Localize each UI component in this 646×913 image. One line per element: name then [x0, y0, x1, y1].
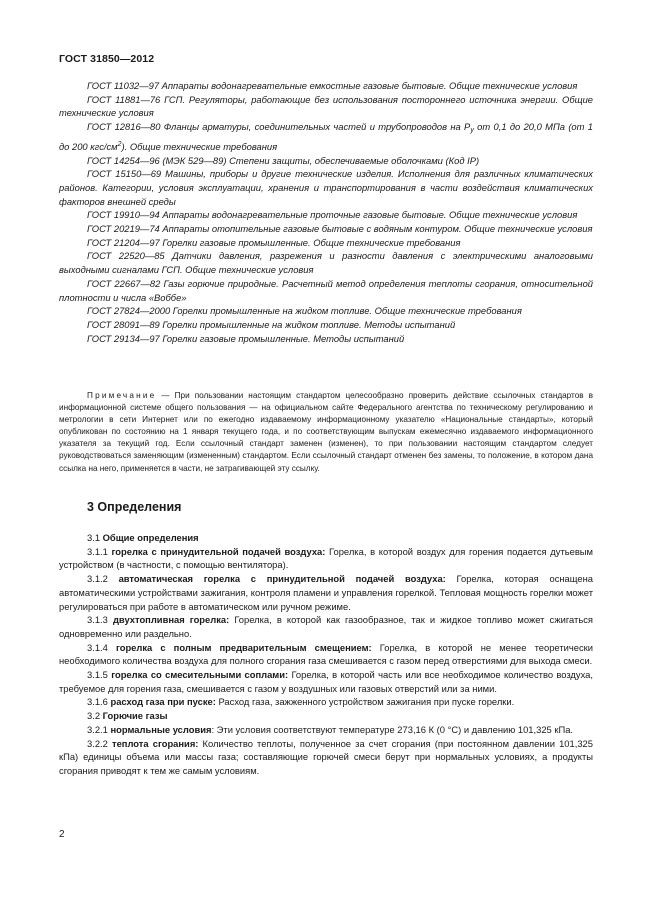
reference-item: ГОСТ 12816—80 Фланцы арматуры, соединительных частей и трубопроводов на $P_у$ от 0,1 до 20,0 МПа (от 1 до 200 кгс/$см^2$). Общие технические требования [59, 121, 594, 152]
definitions-list [59, 531, 593, 778]
reference-item: ГОСТ 15150—69 Машины, приборы и другие технические изделия. Исполнения для различных климатических районов. Категории, условия эксплуатации, хранения и транспортирования в части воздействия климатических факторов внешней среды [59, 168, 593, 207]
definition-item: 3.1.5 горелка со смесительными соплами: Горелка, в которой часть или все необходимое количество воздуха, требуемое для горения газа, смешивается с газом у воздушных или газовых отверстий или за ними. [59, 669, 593, 694]
definition-item: 3.2.1 нормальные условия: Эти условия соответствуют температуре 273,16 К (0 °С) и давлению 101,325 кПа. [87, 723, 574, 735]
reference-item: ГОСТ 14254—96 (МЭК 529—89) Степени защиты, обеспечиваемые оболочками (Код IP) [87, 154, 480, 166]
reference-item: ГОСТ 22667—82 Газы горючие природные. Расчетный метод определения теплоты сгорания, относительной плотности и числа «Воббе» [59, 277, 593, 303]
reference-item: ГОСТ 28091—89 Горелки промышленные на жидком топливе. Методы испытаний [87, 318, 456, 330]
normative-references [59, 79, 593, 345]
section-heading: 3 Определения [87, 500, 182, 514]
note-label: Примечание [87, 391, 157, 400]
reference-item: ГОСТ 11881—76 ГСП. Регуляторы, работающие без использования постороннего источника энергии. Общие технические условия [59, 93, 593, 119]
reference-item: ГОСТ 22520—85 Датчики давления, разрежения и разности давления с электрическими аналоговыми выходными сигналами ГСП. Общие технические условия [59, 250, 593, 276]
note-block [59, 390, 593, 475]
definition-item: 3.1.6 расход газа при пуске: Расход газа, зажженного устройством зажигания при пуске горелки. [87, 696, 515, 708]
reference-item: ГОСТ 21204—97 Горелки газовые промышленные. Общие технические требования [87, 236, 461, 248]
note-text: — При пользовании настоящим стандартом целесообразно проверить действие ссылочных стандартов в информационной системе общего пользования — на официальном сайте Федерального агентства по техническому регулированию и метрологии в сети Интернет или по ежегодно издаваемому информационному указателю «Национальные стандарты», который опубликован по состоянию на 1 января текущего года, и по соответствующим выпускам ежемесячно издаваемого информационного указателя за текущий год. Если ссылочный стандарт заменен (изменен), то при пользовании настоящим стандартом следует руководствоваться заменяющим (измененным) стандартом. Если ссылочный стандарт отменен без замены, то положение, в котором дана ссылка на него, применяется в части, не затрагивающей эту ссылку. [59, 391, 593, 473]
reference-item: ГОСТ 20219—74 Аппараты отопительные газовые бытовые с водяным контуром. Общие технические условия [87, 223, 593, 235]
definition-item: 3.2.2 теплота сгорания: Количество теплоты, полученное за счет сгорания (при постоянном давлении 101,325 кПа) единицы объема или массы газа; составляющие горючей смеси берут при нормальных условиях, а продукты сгорания приводят к тем же самым условиям. [59, 737, 593, 776]
page-header: ГОСТ 31850—2012 [59, 53, 155, 65]
definition-item: 3.1 Общие определения [87, 532, 199, 543]
definition-item: 3.1.1 горелка с принудительной подачей воздуха: Горелка, в которой воздух для горения подается дутьевым устройством (в частности, с помощью вентилятора). [59, 545, 593, 571]
definition-item: 3.2 Горючие газы [87, 710, 168, 722]
reference-item: ГОСТ 27824—2000 Горелки промышленные на жидком топливе. Общие технические требования [87, 305, 522, 317]
definition-item: 3.1.2 автоматическая горелка с принудительной подачей воздуха: Горелка, которая оснащена автоматическими устройствами зажигания, контроля пламени и управления горелкой. Тепловая мощность горелки может регулироваться при работе в автоматическом или ручном режиме. [59, 573, 593, 612]
reference-item: ГОСТ 29134—97 Горелки газовые промышленные. Методы испытаний [87, 332, 405, 344]
definition-item: 3.1.3 двухтопливная горелка: Горелка, в которой как газообразное, так и жидкое топливо может сжигаться одновременно или раздельно. [59, 614, 593, 639]
reference-item: ГОСТ 11032—97 Аппараты водонагревательные емкостные газовые бытовые. Общие технические условия [87, 80, 578, 91]
definition-item: 3.1.4 горелка с полным предварительным смещением: Горелка, в которой не менее теоретически необходимого количества воздуха для полного сгорания газа смешивается с газом перед отверстиями для выхода смеси. [59, 641, 593, 667]
reference-item: ГОСТ 19910—94 Аппараты водонагревательные проточные газовые бытовые. Общие технические условия [87, 209, 578, 221]
page-number: 2 [59, 829, 65, 840]
